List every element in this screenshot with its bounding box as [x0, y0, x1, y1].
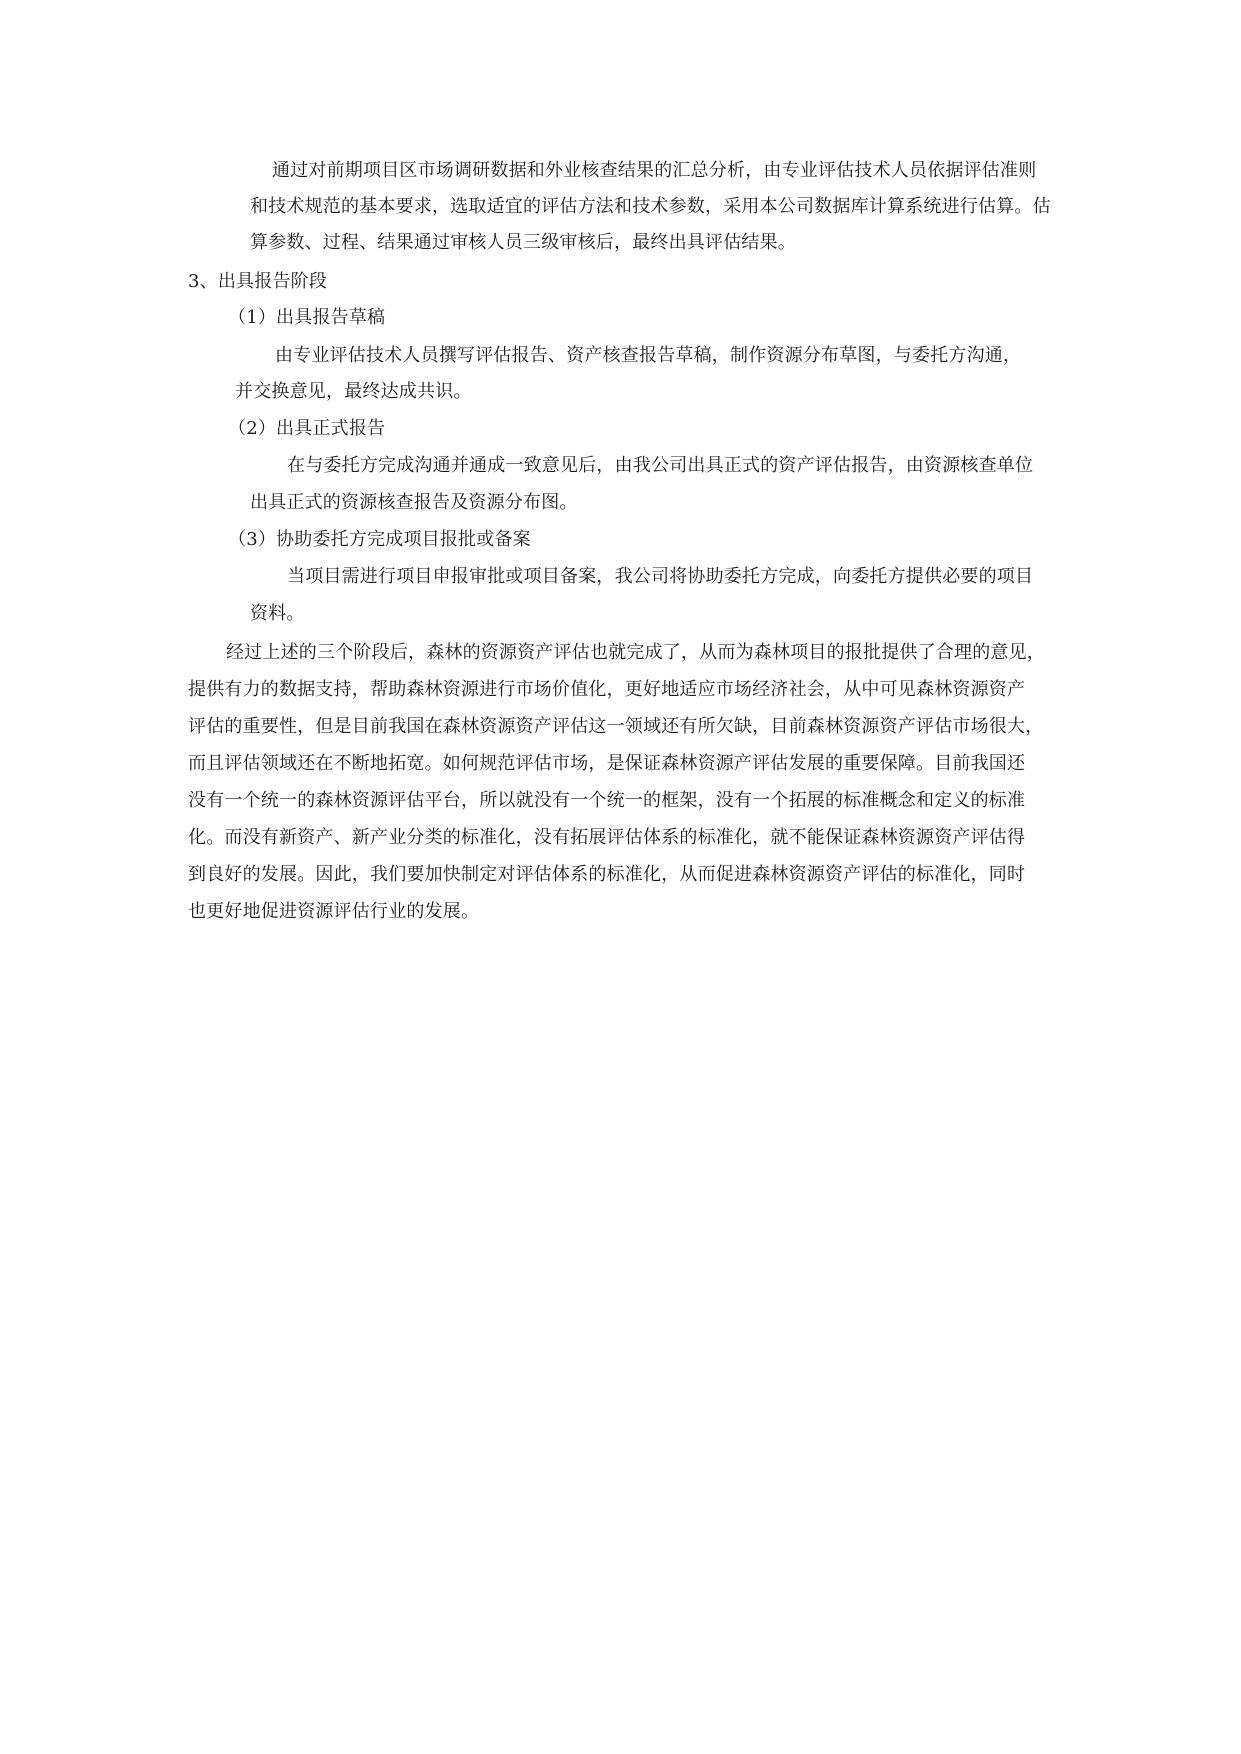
conclusion-line-4: 而且评估领域还在不断地拓宽。如何规范评估市场，是保证森林资源产评估发展的重要保障。目前我国还 [188, 753, 1026, 774]
eval-paragraph-line-1: 通过对前期项目区市场调研数据和外业核查结果的汇总分析，由专业评估技术人员依据评估准则 [272, 160, 1037, 181]
subsection-1-line-2: 并交换意见，最终达成共识。 [235, 381, 472, 402]
conclusion-line-6: 化。而没有新资产、新产业分类的标准化，没有拓展评估体系的标准化，就不能保证森林资源资产评估得 [188, 827, 1026, 848]
section-3-heading: 3、出具报告阶段 [188, 271, 328, 292]
subsection-3-heading: （3）协助委托方完成项目报批或备案 [228, 529, 531, 550]
eval-paragraph-line-3: 算参数、过程、结果通过审核人员三级审核后，最终出具评估结果。 [250, 232, 796, 253]
subsection-2-line-1: 在与委托方完成沟通并通成一致意见后，由我公司出具正式的资产评估报告，由资源核查单位 [287, 455, 1034, 476]
conclusion-line-1: 经过上述的三个阶段后，森林的资源资产评估也就完成了，从而为森林项目的报批提供了合理的意见， [226, 642, 1045, 663]
subsection-2-heading: （2）出具正式报告 [228, 418, 386, 439]
subsection-2-line-2: 出具正式的资源核查报告及资源分布图。 [250, 492, 578, 513]
subsection-1-line-1: 由专业评估技术人员撰写评估报告、资产核查报告草稿，制作资源分布草图，与委托方沟通， [275, 345, 1022, 366]
subsection-3-line-2: 资料。 [250, 603, 305, 624]
conclusion-line-2: 提供有力的数据支持，帮助森林资源进行市场价值化，更好地适应市场经济社会，从中可见森林资源资产 [188, 679, 1026, 700]
conclusion-line-7: 到良好的发展。因此，我们要加快制定对评估体系的标准化，从而促进森林资源资产评估的标准化，同时 [188, 864, 1026, 885]
conclusion-line-8: 也更好地促进资源评估行业的发展。 [188, 901, 480, 922]
subsection-3-line-1: 当项目需进行项目申报审批或项目备案，我公司将协助委托方完成，向委托方提供必要的项目 [287, 566, 1034, 587]
conclusion-line-3: 评估的重要性，但是目前我国在森林资源资产评估这一领域还有所欠缺，目前森林资源资产评估市场很大， [188, 716, 1044, 737]
eval-paragraph-line-2: 和技术规范的基本要求，选取适宜的评估方法和技术参数，采用本公司数据库计算系统进行估算。估 [250, 196, 1051, 217]
conclusion-line-5: 没有一个统一的森林资源评估平台，所以就没有一个统一的框架，没有一个拓展的标准概念和定义的标准 [188, 790, 1026, 811]
subsection-1-heading: （1）出具报告草稿 [228, 307, 386, 328]
